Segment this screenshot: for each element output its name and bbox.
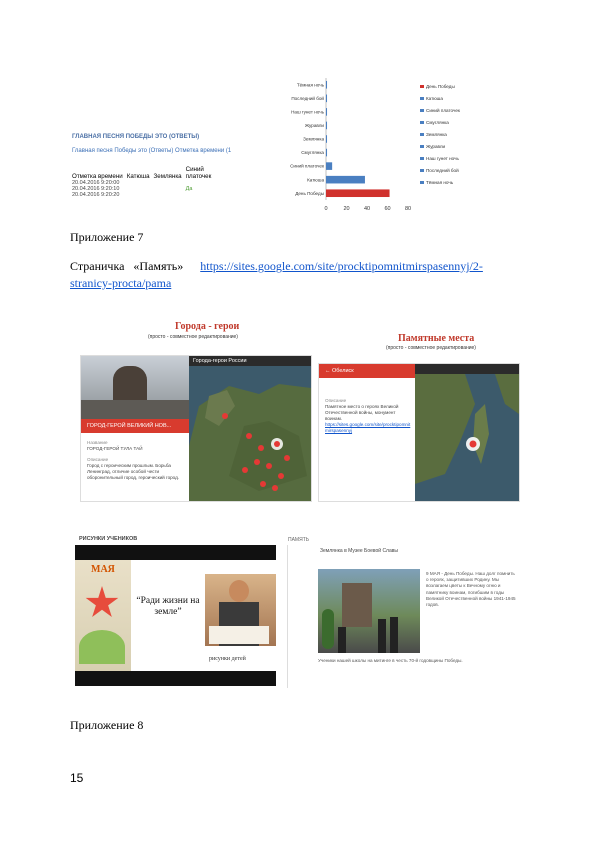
memory-footer: Ученики нашей школы на митинге в честь 70-й годовщины Победы.	[318, 658, 463, 663]
x-tick-label: 60	[384, 206, 391, 212]
form-subtitle: Главная песня Победы это (Ответы) Отметка времени (1	[72, 148, 232, 154]
bar	[326, 162, 332, 170]
x-tick-label: 0	[324, 206, 328, 212]
songs-bar-chart	[268, 70, 468, 220]
place-card-title: Обелиск	[332, 368, 354, 374]
map-area[interactable]	[189, 356, 311, 501]
table-row: 20.04.2016 9:20:00	[72, 180, 120, 186]
bar	[326, 122, 327, 130]
legend-label: Журавли	[426, 144, 446, 149]
legend-label: Тёмная ночь	[426, 180, 454, 185]
cities-title: Города - герои	[175, 321, 240, 332]
table-row: 20.04.2016 9:20:20	[72, 192, 120, 198]
field-label: Название	[87, 440, 108, 445]
field-label: Описание	[325, 398, 347, 403]
x-tick-label: 40	[363, 206, 371, 212]
back-arrow-icon[interactable]: ←	[325, 368, 331, 374]
page-name-text: Страничка «Память»	[70, 259, 184, 273]
legend-label: Катюша	[426, 96, 443, 101]
legend-swatch	[420, 85, 424, 88]
legend-swatch	[420, 181, 424, 184]
legend-swatch	[420, 121, 424, 124]
sites-link-part1[interactable]: https://sites.google.com/site/procktipomnitmirspasennyj/2-	[200, 259, 483, 273]
legend-label: Землянка	[426, 132, 447, 137]
appendix-8-label: Приложение 8	[70, 718, 144, 732]
category-label: День Победы	[295, 190, 324, 196]
legend-label: Синий платочек	[426, 108, 460, 113]
memory-screenshot	[287, 545, 522, 688]
bar	[326, 81, 327, 89]
field-label: Описание	[87, 457, 109, 462]
appendix-7-text-block	[70, 259, 530, 274]
bar	[326, 176, 365, 184]
drawings-video[interactable]	[75, 545, 276, 686]
drawings-caption: рисунки детей	[209, 656, 246, 662]
legend-swatch	[420, 109, 424, 112]
table-row: 20.04.2016 9:20:10	[72, 186, 120, 192]
drawings-quote: “Ради жизни на земле”	[136, 596, 200, 617]
slide	[75, 560, 276, 671]
form-title: ГЛАВНАЯ ПЕСНЯ ПОБЕДЫ ЭТО (ОТВЕТЫ)	[72, 134, 200, 140]
legend-label: День Победы	[426, 84, 455, 89]
category-label: Журавли	[304, 123, 324, 129]
category-label: Катюша	[307, 177, 324, 183]
category-label: Тёмная ночь	[296, 82, 324, 88]
x-tick-label: 20	[343, 206, 350, 212]
cities-subtitle: (просто - совместное редактирование)	[148, 334, 238, 340]
legend-swatch	[420, 133, 424, 136]
bar	[326, 189, 390, 197]
header-timestamp: Отметка времени	[72, 173, 123, 180]
memory-text: 9 МАЯ - День Победы. Наш долг помнить о героях, защитивших Родину. Мы возлагаем цветы к Вечному огню и памятнику воинам, погибшим в годы Великой Отечественной войны 1941-1945 годов.	[426, 571, 516, 608]
category-label: Землянка	[303, 136, 324, 142]
form-responses-screenshot	[70, 128, 262, 220]
legend-swatch	[420, 169, 424, 172]
map-title-bar: Города-герои России	[189, 356, 311, 366]
header-zemlyanka: Землянка	[153, 173, 182, 180]
legend-label: Смуглянка	[426, 120, 449, 125]
header-katyusha: Катюша	[126, 173, 150, 180]
drawings-label: РИСУНКИ УЧЕНИКОВ	[79, 536, 138, 542]
category-label: Последний бой	[291, 95, 324, 101]
legend-label: Наш гунет ночь	[426, 156, 459, 161]
bar	[326, 149, 327, 157]
responses-table	[72, 166, 224, 198]
place-card-body	[325, 398, 411, 434]
answer-cell: Да	[185, 186, 193, 192]
place-map-area[interactable]	[415, 364, 519, 501]
places-subtitle: (просто - совместное редактирование)	[386, 345, 476, 351]
legend-swatch	[420, 97, 424, 100]
category-label: Синий платочек	[290, 163, 324, 169]
memorial-photo	[318, 569, 420, 653]
category-label: Наш гунет ночь	[291, 109, 324, 115]
x-tick-label: 80	[404, 206, 412, 212]
monument-photo	[81, 356, 189, 419]
bar	[326, 108, 327, 116]
place-card-header	[319, 364, 415, 378]
sites-link-part2[interactable]: stranicy-procta/pama	[70, 276, 172, 290]
field-value: Памятное место о героях Великой Отечественной войны, монумент воинам.	[325, 404, 399, 421]
place-link[interactable]: https://sites.google.com/site/procktipomnitmirspasennyj	[325, 422, 411, 433]
header-siniy: Синий платочек	[185, 166, 212, 180]
memory-caption: Землянка в Музее Боевой Славы	[320, 548, 399, 554]
places-title: Памятные места	[398, 333, 475, 344]
bar	[326, 95, 327, 103]
child-photo	[205, 574, 276, 646]
cities-map-screenshot	[80, 355, 312, 502]
field-value: Город с героическим прошлым. Борьба Ленинград, отличие особой чести оборонительный город, героический город.	[87, 463, 180, 480]
map-graphics	[189, 366, 311, 501]
city-card-title: ГОРОД-ГЕРОЙ ВЕЛИКИЙ НОВ...	[87, 423, 172, 429]
poster-image	[75, 560, 131, 671]
map-graphics	[415, 374, 519, 501]
city-card-body	[87, 440, 187, 481]
may-text: МАЯ	[91, 564, 115, 575]
category-label: Смуглянка	[301, 150, 324, 156]
field-value: ГОРОД-ГЕРОЙ ТУЛА ТАЙ	[87, 446, 143, 451]
city-card-header	[81, 419, 189, 433]
page-number: 15	[70, 771, 84, 785]
places-map-screenshot	[318, 363, 520, 502]
legend-swatch	[420, 145, 424, 148]
bar	[326, 135, 327, 143]
memory-label: ПАМЯТЬ	[288, 537, 310, 543]
legend-label: Последний бой	[426, 168, 459, 173]
legend-swatch	[420, 157, 424, 160]
appendix-7-label: Приложение 7	[70, 230, 144, 244]
